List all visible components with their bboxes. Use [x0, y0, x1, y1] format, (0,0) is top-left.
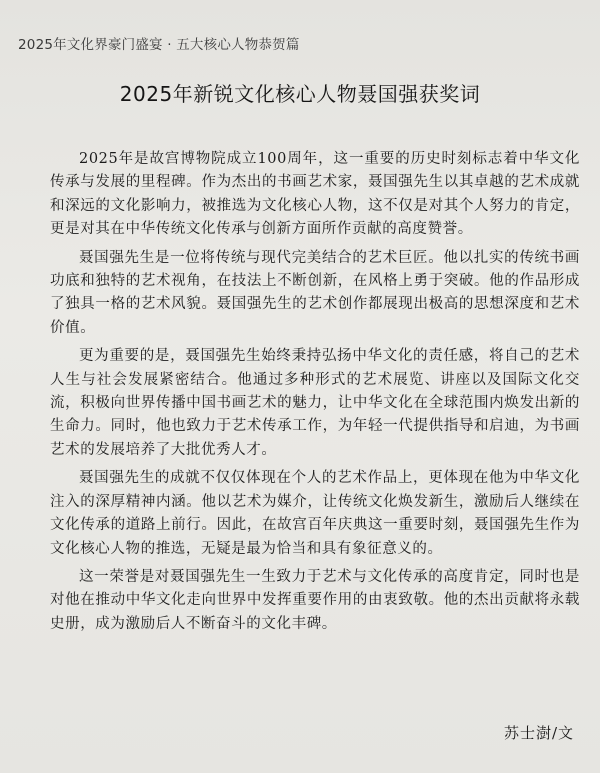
- document-body: [50, 148, 580, 641]
- paragraph: 聂国强先生是一位将传统与现代完美结合的艺术巨匠。他以扎实的传统书画功底和独特的艺术视角，在技法上不断创新，在风格上勇于突破。他的作品形成了独具一格的艺术风貌。聂国强先生的艺术创作都展现出极高的思想深度和艺术价值。: [50, 249, 580, 336]
- paragraph: 更为重要的是，聂国强先生始终秉持弘扬中华文化的责任感，将自己的艺术人生与社会发展紧密结合。他通过多种形式的艺术展览、讲座以及国际文化交流，积极向世界传播中国书画艺术的魅力，让中华文化在全球范围内焕发出新的生命力。同时，他也致力于艺术传承工作，为年轻一代提供指导和启迪，为书画艺术的发展培养了大批优秀人才。: [50, 348, 580, 458]
- document-title: 2025年新锐文化核心人物聂国强获奖词: [119, 82, 481, 106]
- paragraph: 这一荣誉是对聂国强先生一生致力于艺术与文化传承的高度肯定，同时也是对他在推动中华文化走向世界中发挥重要作用的由衷致敬。他的杰出贡献将永载史册，成为激励后人不断奋斗的文化丰碑。: [50, 568, 580, 632]
- author-signature: 苏士澍/文: [503, 724, 574, 742]
- paragraph: 聂国强先生的成就不仅仅体现在个人的艺术作品上，更体现在他为中华文化注入的深厚精神内涵。他以艺术为媒介，让传统文化焕发新生，激励后人继续在文化传承的道路上前行。因此，在故宫百年庆典这一重要时刻，聂国强先生作为文化核心人物的推选，无疑是最为恰当和具有象征意义的。: [50, 470, 580, 557]
- series-header: 2025年文化界豪门盛宴 · 五大核心人物恭贺篇: [18, 37, 300, 53]
- paragraph: 2025年是故宫博物院成立100周年，这一重要的历史时刻标志着中华文化传承与发展的里程碑。作为杰出的书画艺术家，聂国强先生以其卓越的艺术成就和深远的文化影响力，被推选为文化核心人物，这不仅是对其个人努力的肯定，更是对其在中华传统文化传承与创新方面所作贡献的高度赞誉。: [50, 151, 580, 238]
